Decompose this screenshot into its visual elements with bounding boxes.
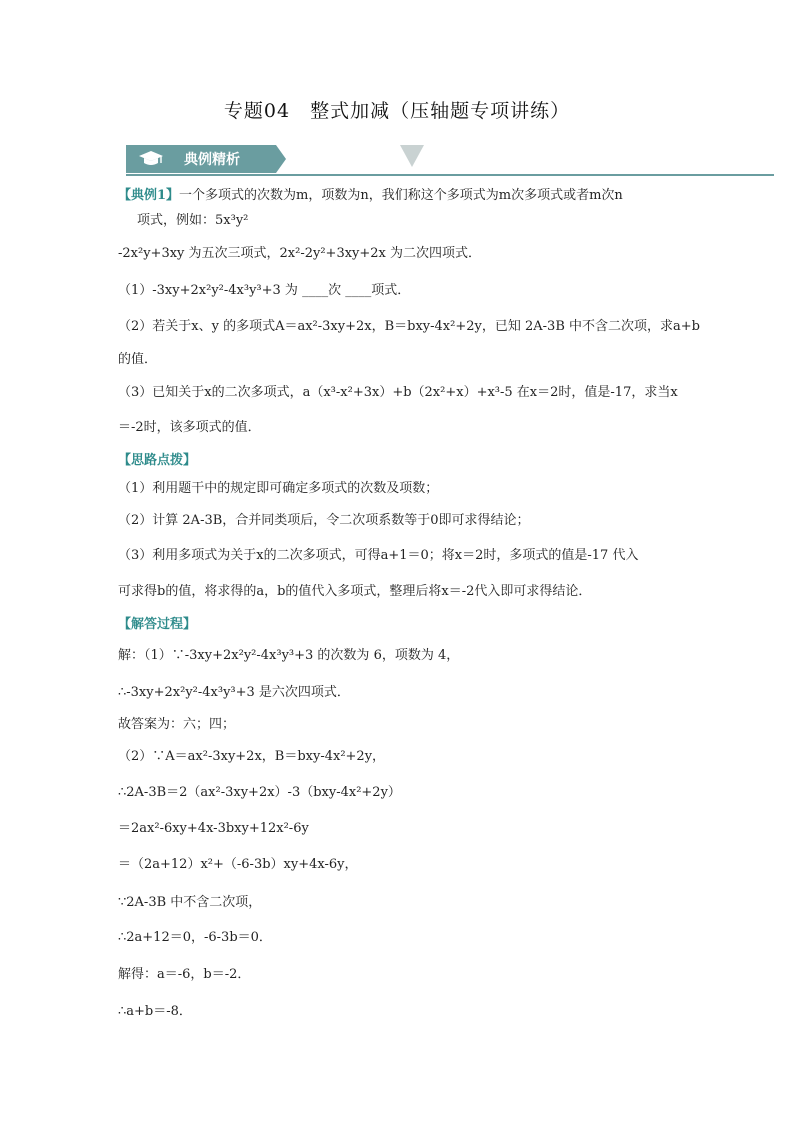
banner-triangle-decoration — [400, 145, 424, 167]
question-2-line-1: （2）若关于x、y 的多项式A＝ax²-3xy+2x，B＝bxy-4x²+2y，已知 2A-3B 中不含二次项，求a+b — [118, 319, 700, 334]
solution-line-5: ∴2A-3B＝2（ax²-3xy+2x）-3（bxy-4x²+2y） — [118, 785, 401, 800]
solution-line-10: 解得：a＝-6，b＝-2． — [118, 967, 251, 982]
banner-underline — [126, 174, 774, 176]
solution-line-4: （2）∵A＝ax²-3xy+2x，B＝bxy-4x²+2y， — [118, 749, 386, 764]
problem-intro-text-1: 一个多项式的次数为m，项数为n，我们称这个多项式为m次多项式或者m次n — [179, 188, 623, 203]
question-2-line-2: 的值． — [118, 352, 158, 367]
solution-line-2: ∴-3xy+2x²y²-4x³y³+3 是六次四项式． — [118, 685, 350, 700]
hint-line-4: 可求得b的值，将求得的a，b的值代入多项式，整理后将x＝-2代入即可求得结论． — [118, 584, 592, 599]
solution-line-1: 解：（1）∵-3xy+2x²y²-4x³y³+3 的次数为 6，项数为 4， — [118, 648, 460, 663]
solution-line-9: ∴2a+12＝0，-6-3b＝0． — [118, 930, 272, 945]
page-title: 专题04 整式加减（压轴题专项讲练） — [223, 100, 571, 122]
graduation-cap-icon — [138, 150, 164, 168]
hint-line-2: （2）计算 2A-3B，合并同类项后，令二次项系数等于0即可求得结论； — [118, 513, 530, 528]
question-3-line-1: （3）已知关于x的二次多项式，a（x³-x²+3x）+b（2x²+x）+x³-5 在x＝2时，值是-17，求当x — [118, 385, 678, 400]
example-tag: 【典例1】 — [118, 188, 180, 203]
banner-notch — [276, 145, 286, 173]
banner-label: 典例精析 — [184, 152, 240, 168]
solution-tag: 【解答过程】 — [118, 617, 197, 632]
hint-line-3: （3）利用多项式为关于x的二次多项式，可得a+1＝0；将x＝2时，多项式的值是-17 代入 — [118, 548, 639, 563]
solution-line-6: ＝2ax²-6xy+4x-3bxy+12x²-6y — [118, 821, 309, 836]
problem-intro-line-2: 项式，例如：5x³y² — [137, 213, 249, 228]
solution-line-3: 故答案为：六；四； — [118, 717, 236, 732]
question-3-line-2: ＝-2时，该多项式的值． — [118, 420, 261, 435]
hint-line-1: （1）利用题干中的规定即可确定多项式的次数及项数； — [118, 481, 439, 496]
problem-intro-line-1 — [118, 187, 623, 205]
question-1: （1）-3xy+2x²y²-4x³y³+3 为 ____次 ____项式． — [118, 283, 411, 298]
hint-tag: 【思路点拨】 — [118, 453, 197, 468]
solution-line-8: ∵2A-3B 中不含二次项， — [118, 895, 262, 910]
section-banner — [126, 143, 774, 177]
solution-line-7: ＝（2a+12）x²+（-6-3b）xy+4x-6y， — [118, 857, 358, 872]
solution-line-11: ∴a+b＝-8． — [118, 1004, 192, 1019]
problem-intro-line-3: -2x²y+3xy 为五次三项式，2x²-2y²+3xy+2x 为二次四项式． — [118, 246, 482, 261]
